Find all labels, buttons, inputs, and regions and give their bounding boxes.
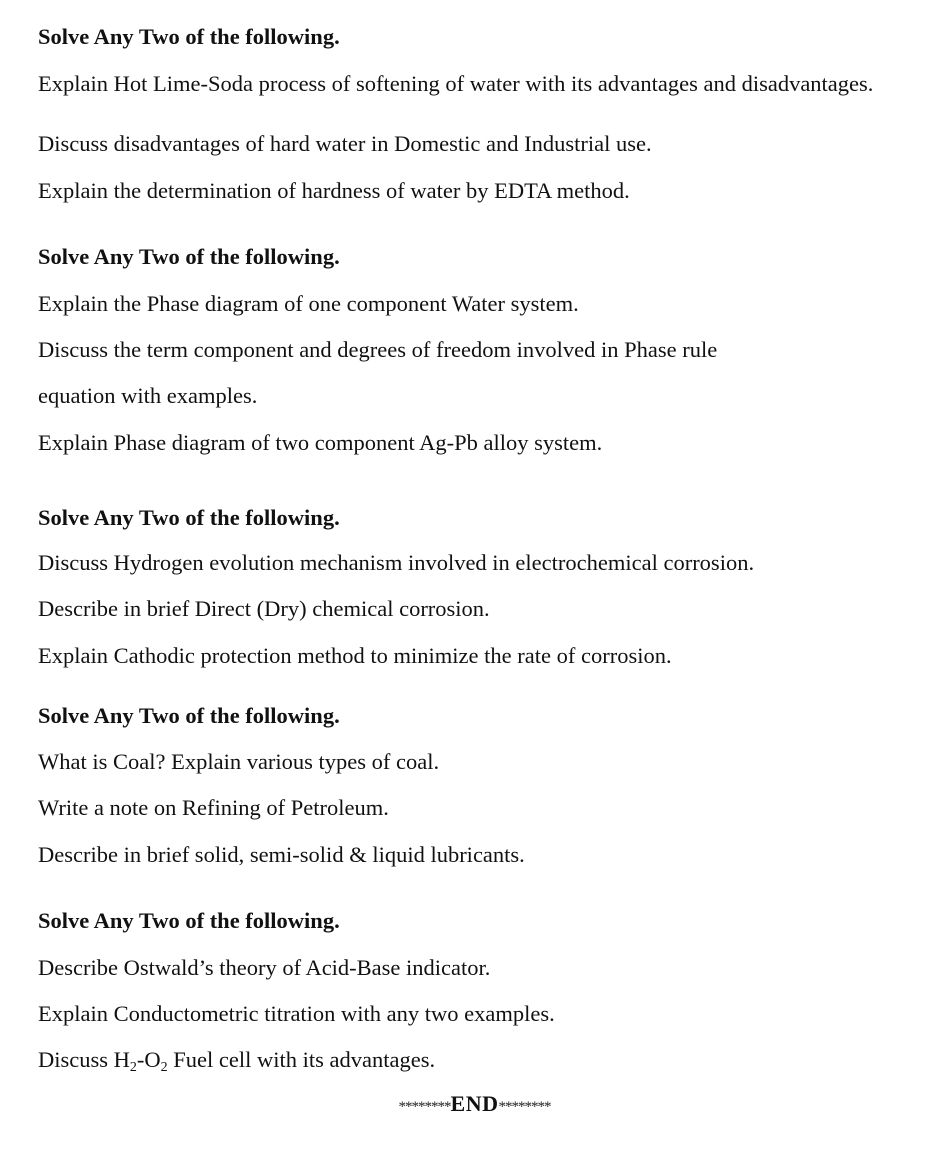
section-5-question-1: Describe Ostwald’s theory of Acid-Base indicator. <box>38 955 491 980</box>
section-1-question-1: Explain Hot Lime-Soda process of softening of water with its advantages and disadvantages. <box>38 71 874 96</box>
end-label: END <box>450 1091 499 1116</box>
section-5-question-2: Explain Conductometric titration with any two examples. <box>38 1001 555 1026</box>
end-stars-left: ******** <box>398 1099 451 1115</box>
section-3-question-2: Describe in brief Direct (Dry) chemical corrosion. <box>38 596 490 621</box>
section-2-question-1: Explain the Phase diagram of one component Water system. <box>38 291 579 316</box>
section-3-question-3: Explain Cathodic protection method to minimize the rate of corrosion. <box>38 643 672 668</box>
end-stars-right: ******** <box>498 1099 551 1115</box>
fuel-cell-text-after: Fuel cell with its advantages. <box>167 1047 436 1072</box>
section-2-question-3: Explain Phase diagram of two component Ag-Pb alloy system. <box>38 430 603 455</box>
section-4-question-3: Describe in brief solid, semi-solid & liquid lubricants. <box>38 842 525 867</box>
section-2-heading: Solve Any Two of the following. <box>38 244 340 269</box>
fuel-cell-text-before: Discuss H <box>38 1047 130 1072</box>
section-4-question-2: Write a note on Refining of Petroleum. <box>38 795 389 820</box>
section-5-heading: Solve Any Two of the following. <box>38 908 340 933</box>
section-1-question-2: Discuss disadvantages of hard water in Domestic and Industrial use. <box>38 131 652 156</box>
fuel-cell-text-mid: -O <box>136 1047 161 1072</box>
end-marker <box>0 1091 949 1117</box>
oxygen-subscript: 2 <box>160 1060 168 1075</box>
section-5-question-3 <box>38 1047 435 1073</box>
section-4-question-1: What is Coal? Explain various types of coal. <box>38 749 440 774</box>
hydrogen-subscript: 2 <box>129 1060 137 1075</box>
section-2-question-2: Discuss the term component and degrees of freedom involved in Phase rule <box>38 337 718 362</box>
section-1-question-3: Explain the determination of hardness of water by EDTA method. <box>38 178 630 203</box>
section-3-heading: Solve Any Two of the following. <box>38 505 340 530</box>
section-4-heading: Solve Any Two of the following. <box>38 703 340 728</box>
section-3-question-1: Discuss Hydrogen evolution mechanism involved in electrochemical corrosion. <box>38 550 755 575</box>
section-1-heading: Solve Any Two of the following. <box>38 24 340 49</box>
section-2-question-2-continued: equation with examples. <box>38 383 258 408</box>
